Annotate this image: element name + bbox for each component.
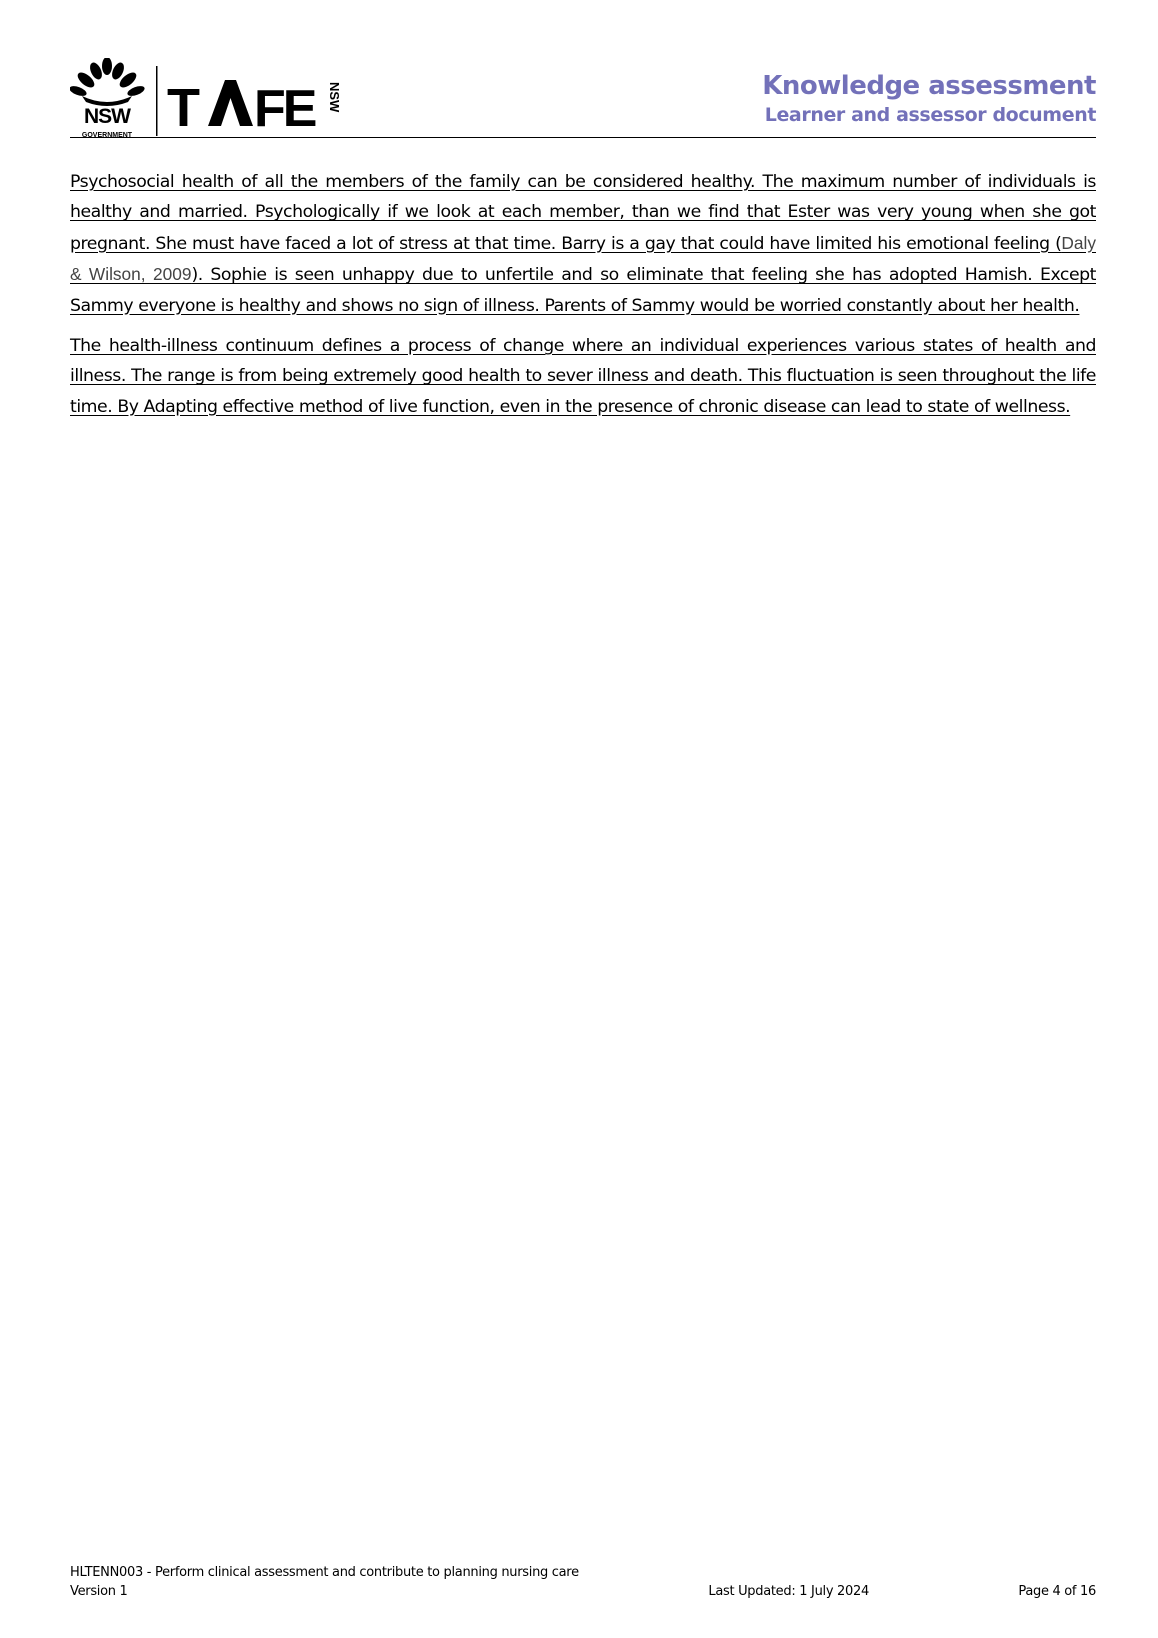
document-footer	[70, 1563, 1096, 1601]
footer-page-number: Page 4 of 16	[1018, 1584, 1096, 1599]
footer-unit: HLTENN003 - Perform clinical assessment and contribute to planning nursing care	[70, 1565, 579, 1580]
paragraph-psychosocial: Psychosocial health of all the members of the family can be considered healthy. The maximum number of individuals is healthy and married. Psychologically if we look at each member, than we find that Ester was very young when she got pregnant. She must have faced a lot of stress at that time. Barry is a gay that could have limited his emotional feeling (Daly & Wilson, 2009). Sophie is seen unhappy due to unfertile and so eliminate that feeling she has adopted Hamish. Except Sammy everyone is healthy and shows no sign of illness. Parents of Sammy would be worried constantly about her health.	[70, 172, 1096, 316]
footer-version: Version 1	[70, 1584, 128, 1599]
citation: Daly & Wilson, 2009	[70, 232, 1096, 285]
svg-text:FE: FE	[254, 80, 315, 138]
svg-text:NSW: NSW	[84, 105, 130, 128]
paragraph-health-illness-continuum: The health-illness continuum defines a process of change where an individual experiences various states of health and illness. The range is from being extremely good health to sever illness and death. This fluctuation is seen throughout the life time. By Adapting effective method of live function, even in the presence of chronic disease can lead to state of wellness.	[70, 336, 1096, 417]
svg-text:GOVERNMENT: GOVERNMENT	[81, 132, 133, 138]
nsw-tafe-logo	[70, 58, 350, 138]
header-subtitle: Learner and assessor document	[764, 104, 1096, 126]
svg-text:NSW: NSW	[327, 82, 342, 113]
header-divider	[70, 137, 1096, 138]
header-title: Knowledge assessment	[762, 71, 1096, 101]
document-header	[762, 70, 1096, 128]
waratah-icon	[70, 58, 146, 106]
svg-text:T: T	[167, 78, 198, 138]
footer-last-updated: Last Updated: 1 July 2024	[708, 1584, 869, 1599]
document-body	[70, 167, 1096, 432]
